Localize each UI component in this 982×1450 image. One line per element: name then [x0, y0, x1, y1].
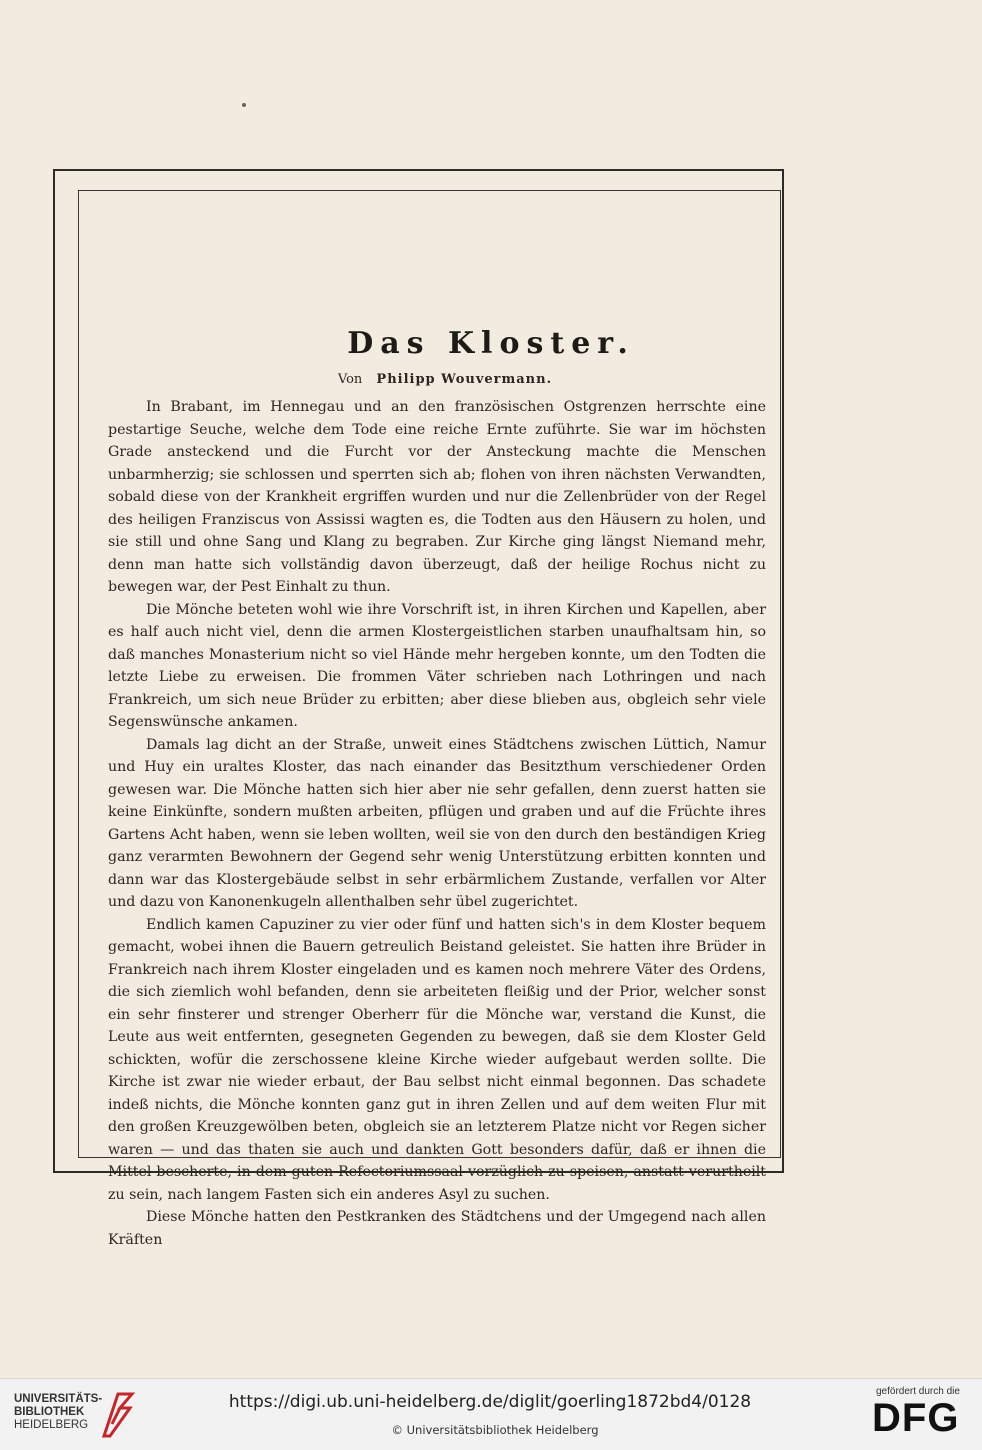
paragraph: Diese Mönche hatten den Pestkranken des Städtchens und der Umgegend nach allen Kräften [108, 1209, 766, 1248]
logo-line: BIBLIOTHEK [14, 1406, 85, 1418]
author-name: Philipp Wouvermann. [376, 372, 553, 387]
byline [0, 372, 890, 387]
byline-prefix: Von [337, 372, 363, 387]
permalink-url[interactable]: https://digi.ub.uni-heidelberg.de/diglit/goerling1872bd4/0128 [228, 1392, 752, 1412]
paragraph: In Brabant, im Hennegau und an den französischen Ostgrenzen herrschte eine pestartige Seuche, welche dem Tode eine reiche Ernte zuführte. Sie war im höchsten Grade ansteckend und die Furcht vor der Ansteckung machte die Menschen unbarmherzig; sie schlossen und sperrten sich ab; flohen von ihren nächsten Verwandten, sobald diese von der Krankheit ergriffen wurden und nur die Zellenbrüder von der Regel des heiligen Franziscus von Assissi wagten es, die Todten aus den Häusern zu holen, und sie still und ohne Sang und Klang zu begraben. Zur Kirche ging längst Niemand mehr, denn man hatte sich vollständig davon überzeugt, daß der heilige Rochus nicht zu bewegen war, der Pest Einhalt zu thun. [108, 399, 766, 595]
article-title: Das Kloster. [347, 326, 635, 361]
paragraph: Damals lag dicht an der Straße, unweit eines Städtchens zwischen Lüttich, Namur und Huy ein uraltes Kloster, das nach einander das Besitzthum verschiedener Orden gewesen war. Die Mönche hatten sich hier aber nie sehr gefallen, denn zuerst hatten sie keine Einkünfte, sondern mußten arbeiten, pflügen und graben und auf die Früchte ihres Gartens Acht haben, wenn sie leben wollten, weil sie von den durch den beständigen Krieg ganz verarmten Bewohnern der Gegend sehr wenig Unterstützung erbitten konnten und dann war das Klostergebäude selbst in sehr erbärmlichem Zustande, verfallen vor Alter und dazu von Kanonenkugeln allenthalben sehr übel zugerichtet. [108, 736, 766, 910]
dfg-logo[interactable]: DFG [872, 1396, 960, 1440]
paragraph: Endlich kamen Capuziner zu vier oder fünf und hatten sich's in dem Kloster bequem gemacht, wobei ihnen die Bauern getreulich Beistand geleistet. Sie hatten ihre Brüder in Frankreich nach ihrem Kloster eingeladen und es kamen noch mehrere Väter des Ordens, die sich ziemlich wohl befanden, denn sie arbeiteten fleißig und der Prior, welcher sonst ein sehr finsterer und strenger Oberherr für die Mönche war, verstand die Kunst, die Leute aus weit entfernten, gesegneten Gegenden zu bewegen, daß sie dem Kloster Geld schickten, wofür die zerschossene kleine Kirche wieder aufgebaut werden sollte. Die Kirche ist zwar nie wieder erbaut, der Bau selbst nicht einmal begonnen. Das schadete indeß nichts, die Mönche konnten ganz gut in ihren Zellen und auf dem weiten Flur mit den großen Kreuzgewölben beten, obgleich sie an letzterem Platze nicht vor Regen sicher waren — und das thaten sie auch und dankten Gott besonders dafür, daß er ihnen die Mittel bescherte, in dem guten Refectoriumssaal vorzüglich zu speisen, anstatt verurtheilt zu sein, nach langem Fasten sich ein anderes Asyl zu suchen. [108, 916, 766, 1203]
paragraph: Die Mönche beteten wohl wie ihre Vorschrift ist, in ihren Kirchen und Kapellen, aber es half auch nicht viel, denn die armen Klostergeistlichen starben unaufhaltsam hin, so daß manches Monasterium nicht so viel Hände mehr hergeben konnte, um den Todten die letzte Liebe zu erweisen. Die frommen Väter schrieben nach Lothringen und nach Frankreich, um sich neue Brüder zu erbitten; aber diese blieben aus, obgleich sehr viele Segenswünsche ankamen. [108, 601, 766, 730]
logo-line: HEIDELBERG [14, 1419, 89, 1431]
logo-line: UNIVERSITÄTS- [14, 1393, 103, 1405]
library-logo-icon [100, 1388, 136, 1440]
library-logo-text[interactable] [14, 1393, 102, 1432]
copyright-notice: © Universitätsbibliothek Heidelberg [391, 1423, 599, 1437]
ink-speck [242, 103, 246, 107]
article-body [108, 396, 766, 1251]
viewer-footer [0, 1378, 982, 1450]
funded-by-label: gefördert durch die [876, 1386, 960, 1397]
